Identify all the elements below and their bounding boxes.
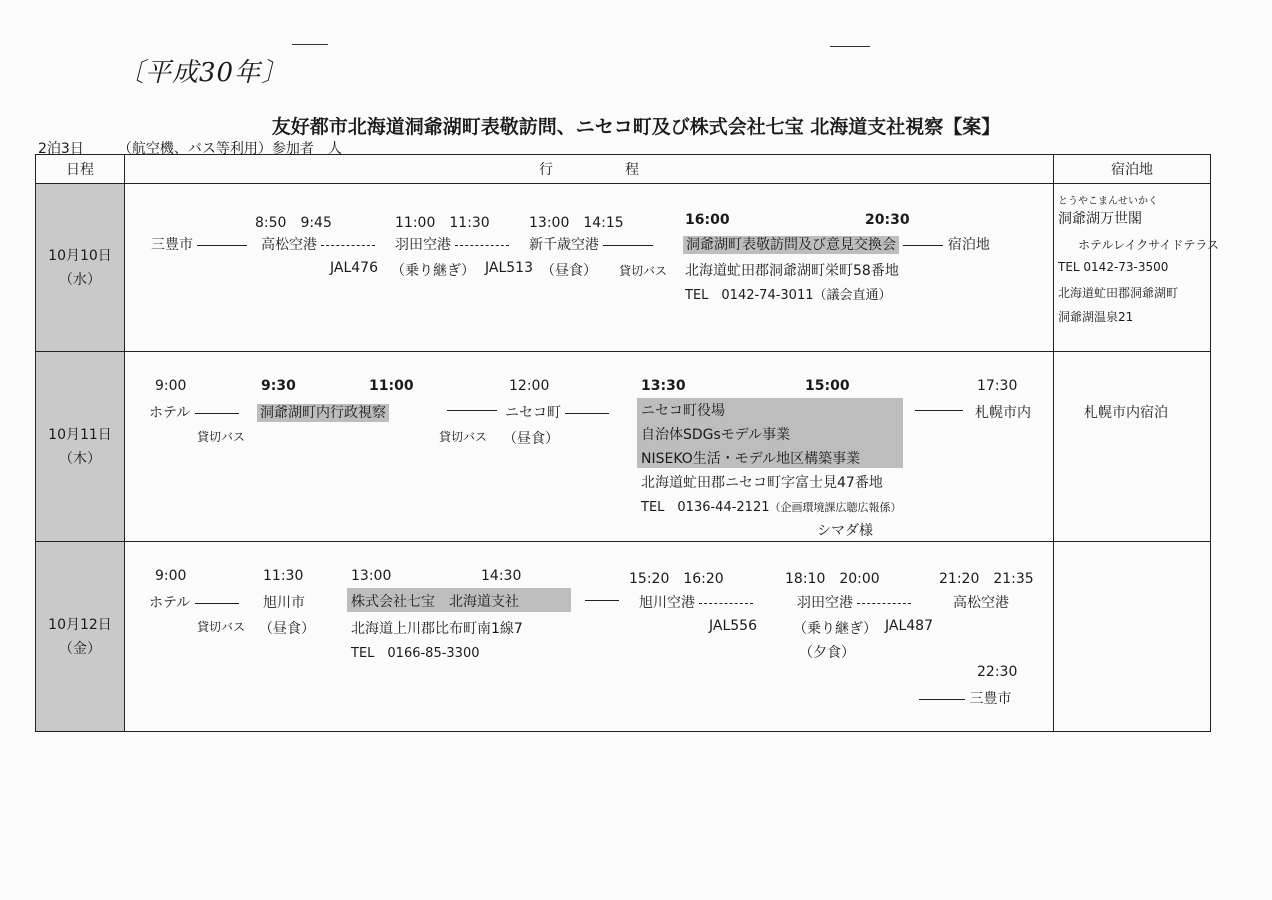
time: 13:00 14:15 (529, 215, 624, 231)
destination: 三豊市 (919, 688, 1011, 708)
lodging-name: 洞爺湖万世閣 (1058, 211, 1142, 227)
trip-duration: 2泊3日 (38, 141, 84, 157)
event-highlight: 洞爺湖町表敬訪問及び意見交換会 宿泊地 (683, 234, 990, 254)
margin-mark (830, 46, 870, 47)
lodging-cell (1054, 352, 1211, 542)
flight: JAL476 (330, 260, 378, 276)
note: （昼食） (503, 431, 559, 447)
event-line: ニセコ町役場 (641, 403, 725, 419)
lodging-cell (1054, 184, 1220, 352)
day-cell (36, 184, 125, 352)
stop: 旭川空港 (639, 592, 753, 612)
lodging-cell (1054, 542, 1211, 732)
lodging-phone: TEL 0142-73-3500 (1058, 260, 1169, 274)
day-weekday: （金） (59, 640, 101, 657)
connector (447, 402, 497, 418)
stop: 旭川市 (263, 595, 305, 611)
flight: JAL513 (485, 260, 533, 276)
event-line: 自治体SDGsモデル事業 (641, 427, 791, 443)
origin: ホテル (149, 592, 239, 612)
time: 18:10 20:00 (785, 571, 880, 587)
time: 21:20 21:35 (939, 571, 1034, 587)
time: 13:00 (351, 568, 392, 584)
event-name: 株式会社七宝 北海道支社 (351, 594, 519, 610)
destination: 宿泊地 (947, 237, 990, 253)
lodging-address: 洞爺湖温泉21 (1058, 310, 1134, 324)
route-cell (125, 184, 1054, 352)
itinerary-table (35, 154, 1220, 732)
flight: JAL556 (709, 618, 757, 634)
note: （昼食） (259, 621, 315, 637)
stop: 高松空港 (953, 595, 1009, 611)
day-date: 10月10日 (48, 247, 112, 264)
note: （乗り継ぎ） (391, 263, 475, 279)
table-row (36, 542, 1211, 732)
contact-name: シマダ様 (817, 523, 873, 539)
day-weekday: （木） (59, 450, 101, 467)
time: 15:20 16:20 (629, 571, 724, 587)
lodging-subname: ホテルレイクサイドテラス (1078, 238, 1220, 252)
margin-mark (292, 44, 328, 45)
lodging-name: 札幌市内宿泊 (1084, 405, 1168, 421)
time: 11:00 (369, 378, 414, 394)
day-weekday: （水） (59, 271, 101, 288)
stop: 高松空港 (261, 234, 375, 254)
note: （昼食） (541, 263, 597, 279)
connector (585, 592, 619, 608)
route-cell (125, 352, 1054, 542)
trip-detail: （航空機、バス等利用）参加者 人 (117, 141, 342, 157)
time: 13:30 (641, 378, 686, 394)
note: （夕食） (799, 645, 855, 661)
time: 9:30 (261, 378, 296, 394)
connector (915, 402, 963, 418)
stop: ニセコ町 (505, 402, 609, 422)
handwritten-year-note: 〔平成30年〕 (118, 58, 289, 88)
time: 12:00 (509, 378, 550, 394)
stop: 新千歳空港 (529, 234, 653, 254)
phone: TEL 0166-85-3300 (351, 646, 480, 661)
table-row (36, 184, 1211, 352)
header-lodging: 宿泊地 (1054, 155, 1211, 184)
header-itinerary: 行程 (125, 155, 1054, 184)
bus-label: 貸切バス (197, 620, 246, 634)
bus-label: 貸切バス (439, 430, 488, 444)
time: 20:30 (865, 212, 910, 228)
document-title: 友好都市北海道洞爺湖町表敬訪問、ニセコ町及び株式会社七宝 北海道支社視察【案】 (271, 116, 1001, 138)
time: 11:00 11:30 (395, 215, 490, 231)
day-cell (36, 352, 125, 542)
time: 11:30 (263, 568, 304, 584)
phone: TEL 0136-44-2121（企画環境課広聴広報係） (641, 500, 902, 515)
time: 8:50 9:45 (255, 215, 332, 231)
note: （乗り継ぎ） (793, 621, 877, 637)
route-cell (125, 542, 1054, 732)
time: 22:30 (977, 664, 1018, 680)
bus-label: 貸切バス (619, 264, 668, 278)
time: 17:30 (977, 378, 1018, 394)
time: 15:00 (805, 378, 850, 394)
time: 9:00 (155, 568, 187, 584)
destination: 札幌市内 (975, 405, 1031, 421)
stop: 羽田空港 (797, 592, 911, 612)
address: 北海道虻田郡洞爺湖町栄町58番地 (685, 263, 899, 279)
lodging-address: 北海道虻田郡洞爺湖町 (1058, 286, 1179, 300)
origin-city: 三豊市 (151, 234, 247, 254)
address: 北海道上川郡比布町南1線7 (351, 621, 523, 637)
bus-label: 貸切バス (197, 430, 246, 444)
day-date: 10月11日 (48, 426, 112, 443)
origin: ホテル (149, 402, 239, 422)
lodging-reading: とうやこまんせいかく (1058, 196, 1158, 207)
day-cell (36, 542, 125, 732)
stop: 羽田空港 (395, 234, 509, 254)
flight: JAL487 (885, 618, 933, 634)
day-date: 10月12日 (48, 616, 112, 633)
time: 16:00 (685, 212, 730, 228)
address: 北海道虻田郡ニセコ町字富士見47番地 (641, 475, 883, 491)
event-line: NISEKO生活・モデル地区構築事業 (641, 451, 861, 467)
time: 14:30 (481, 568, 522, 584)
phone: TEL 0142-74-3011（議会直通） (685, 288, 892, 303)
event-highlight: 洞爺湖町内行政視察 (257, 402, 389, 422)
time: 9:00 (155, 378, 187, 394)
table-row (36, 352, 1211, 542)
header-schedule: 日程 (36, 155, 125, 184)
